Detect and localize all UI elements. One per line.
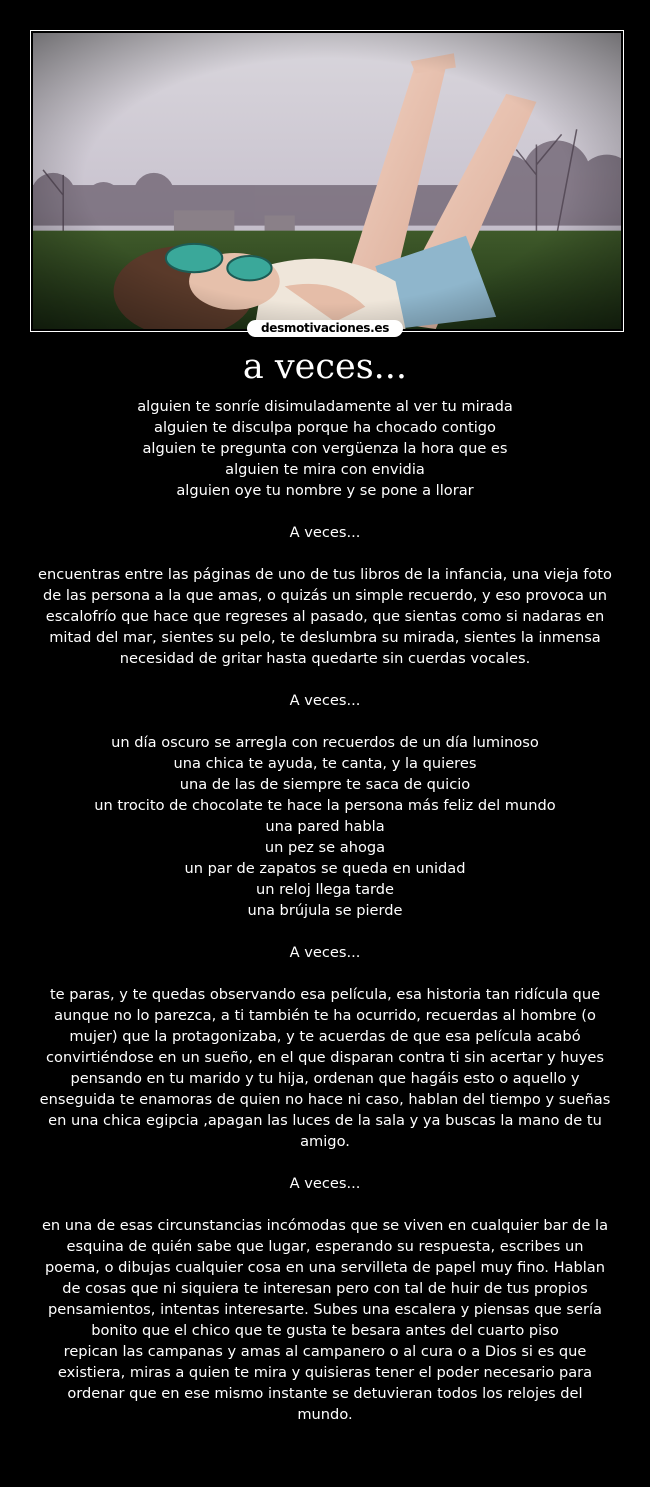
text-line: alguien te pregunta con vergüenza la hora que es [142, 440, 508, 457]
text-line: un par de zapatos se queda en unidad [184, 860, 466, 877]
watermark-logo: desmotivaciones.es [247, 320, 403, 337]
text-paragraph: repican las campanas y amas al campanero o al cura o a Dios si es que existiera, miras a quien te mira y quisieras tener el poder necesario para ordenar que en ese mismo instante se detuvieran todos los relojes del mundo. [57, 1343, 593, 1423]
poster-text [38, 396, 612, 1425]
text-line: alguien te disculpa porque ha chocado contigo [154, 419, 496, 436]
section-heading: A veces... [289, 944, 361, 961]
text-line: un pez se ahoga [264, 839, 386, 856]
text-line: alguien te mira con envidia [225, 461, 425, 478]
text-paragraph: en una de esas circunstancias incómodas que se viven en cualquier bar de la esquina de quién sabe que lugar, esperando su respuesta, escribes un poema, o dibujas cualquier cosa en una servilleta de papel muy fino. Hablan de cosas que ni siquiera te interesan pero con tal de huir de tus propios pensamientos, intentas interesarte. Subes una escalera y piensas que sería bonito que el chico que te gusta te besara antes del cuarto piso [41, 1217, 609, 1339]
poster-photo [33, 33, 621, 329]
section-heading: A veces... [289, 524, 361, 541]
section-heading: A veces... [289, 692, 361, 709]
text-line: un reloj llega tarde [255, 881, 395, 898]
motivational-poster-frame [30, 30, 624, 332]
text-line: una de las de siempre te saca de quicio [179, 776, 471, 793]
text-line: una brújula se pierde [247, 902, 403, 919]
text-paragraph: encuentras entre las páginas de uno de tus libros de la infancia, una vieja foto de las persona a la que amas, o quizás un simple recuerdo, y eso provoca un escalofrío que hace que regreses al pasado, que sientas como si nadaras en mitad del mar, sientes su pelo, te deslumbra su mirada, sientes la inmensa necesidad de gritar hasta quedarte sin cuerdas vocales. [38, 566, 612, 667]
text-line: un día oscuro se arregla con recuerdos de un día luminoso [111, 734, 539, 751]
text-line: una chica te ayuda, te canta, y la quieres [173, 755, 477, 772]
text-paragraph: te paras, y te quedas observando esa película, esa historia tan ridícula que aunque no lo parezca, a ti también te ha ocurrido, recuerdas al hombre (o mujer) que la protagonizaba, y te acuerdas de que esa película acabó convirtiéndose en un sueño, en el que disparan contra ti sin acertar y huyes pensando en tu marido y tu hija, ordenan que hagáis esto o aquello y enseguida te enamoras de quien no hace ni caso, hablan del tiempo y sueñas en una chica egipcia ,apagan las luces de la sala y ya buscas la mano de tu amigo. [39, 986, 611, 1150]
text-line: un trocito de chocolate te hace la persona más feliz del mundo [94, 797, 556, 814]
text-line: alguien oye tu nombre y se pone a llorar [176, 482, 474, 499]
poster-title: a veces... [242, 347, 408, 387]
section-heading: A veces... [289, 1175, 361, 1192]
text-line: una pared habla [265, 818, 385, 835]
text-line: alguien te sonríe disimuladamente al ver tu mirada [137, 398, 513, 415]
